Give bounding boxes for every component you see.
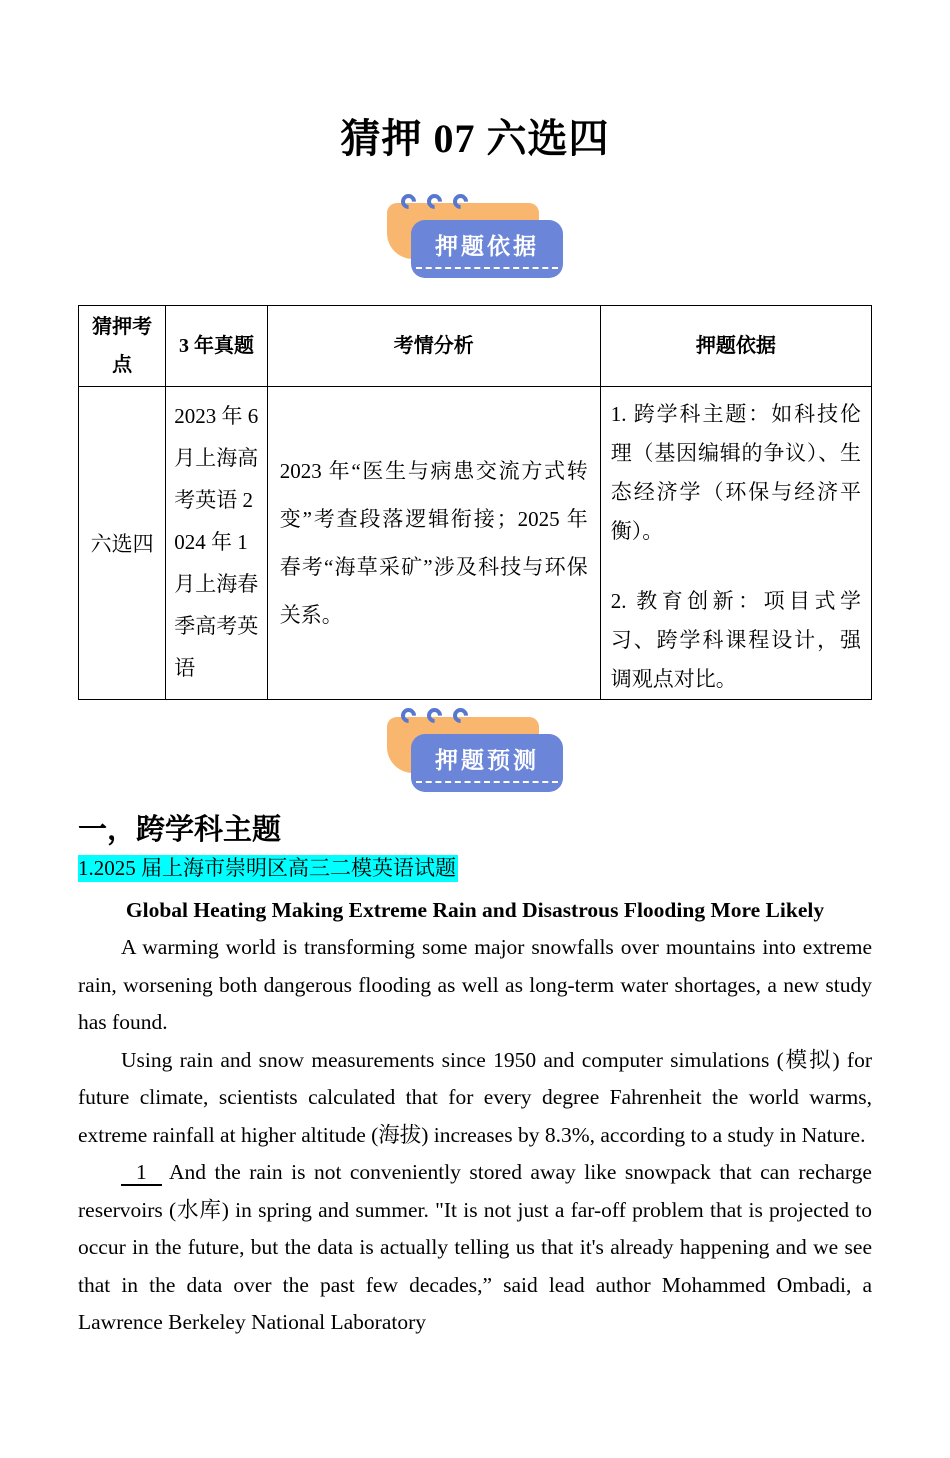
cell-analysis: 2023 年“医生与病患交流方式转变”考查段落逻辑衔接；2025 年春考“海草采矿”涉及科技与环保关系。 (267, 387, 600, 700)
highlighted-source-text: 1.2025 届上海市崇明区高三二模英语试题 (78, 856, 456, 881)
header-analysis: 考情分析 (267, 306, 600, 387)
article-paragraph-1: A warming world is transforming some major snowfalls over mountains into extreme rain, worsening both dangerous flooding as well as long-term water shortages, a new study has found. (78, 935, 872, 1035)
exam-analysis-table (78, 305, 872, 700)
cell-exam-point: 六选四 (79, 387, 166, 700)
gap-blank-1: 1 (121, 1161, 162, 1186)
page-title: 猜押 07 六选四 (340, 116, 610, 161)
header-basis: 押题依据 (600, 306, 871, 387)
basis-badge (387, 194, 563, 280)
article-paragraph-3 (78, 1154, 872, 1342)
reading-article (78, 895, 872, 1342)
article-paragraph-3-text: And the rain is not conveniently stored away like snowpack that can recharge reservoirs (水库) in spring and summer. "It is not just a far-off problem that is projected to occur in the future, but the data is actually telling us that it's already happening and we see that in the data over the past few decades,” said lead author Mohammed Ombadi, a Lawrence Berkeley National Laboratory (78, 1160, 872, 1335)
article-title: Global Heating Making Extreme Rain and Disastrous Flooding More Likely (125, 898, 825, 923)
header-real-exams: 3 年真题 (166, 306, 268, 387)
cell-real-exams: 2023 年 6 月上海高考英语 2024 年 1 月上海春季高考英语 (166, 387, 268, 700)
prediction-badge (387, 708, 563, 794)
table-row (79, 387, 872, 700)
basis-item-1: 1. 跨学科主题：如科技伦理（基因编辑的争议）、生态经济学（环保与经济平衡）。 (610, 402, 861, 543)
header-exam-point: 猜押考点 (79, 306, 166, 387)
article-paragraph-2: Using rain and snow measurements since 1950 and computer simulations (模拟) for future climate, scientists calculated that for every degree Fahrenheit the world warms, extreme rainfall at higher altitude (海拔) increases by 8.3%, according to a study in Nature. (78, 1047, 872, 1147)
table-header-row (79, 306, 872, 387)
basis-item-2: 2. 教育创新：项目式学习、跨学科课程设计，强调观点对比。 (610, 589, 861, 691)
basis-badge-label: 押题依据 (411, 220, 563, 278)
cell-basis (600, 387, 871, 700)
prediction-badge-label: 押题预测 (411, 734, 563, 792)
document-page (0, 114, 950, 1342)
source-line (78, 854, 872, 882)
section-heading: 一，跨学科主题 (78, 814, 282, 846)
